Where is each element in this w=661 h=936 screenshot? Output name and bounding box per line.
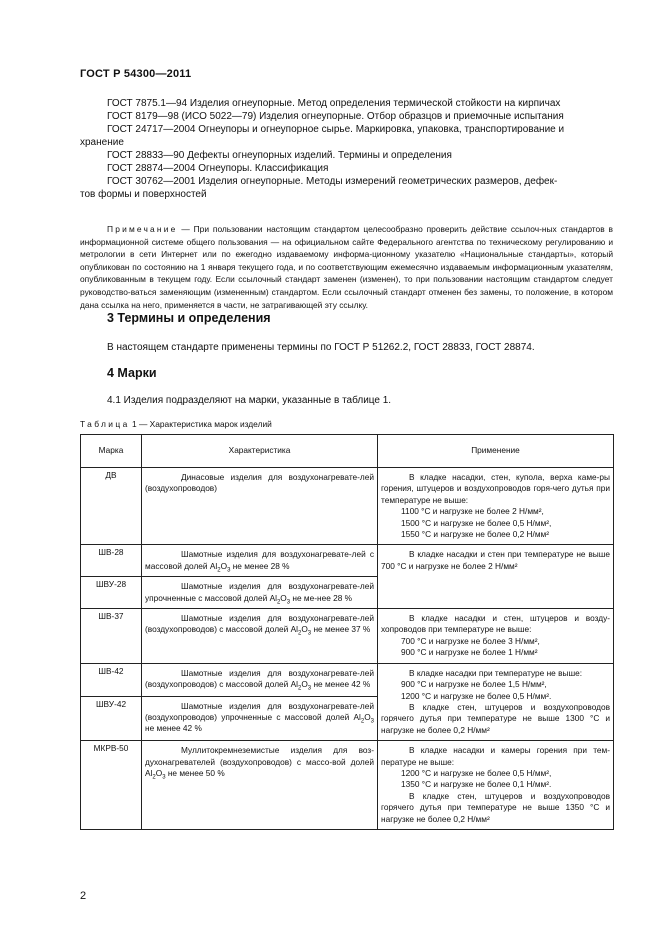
- mark-cell: ШВ-28: [81, 545, 142, 577]
- characteristic-cell: Муллитокремнеземистые изделия для воз-духонагревателей (воздухопроводов) с массо-вой долей $Al_2O_3$ не менее 50 %: [142, 741, 378, 830]
- mark-cell: ШВУ-28: [81, 577, 142, 609]
- mark-cell: МКРВ-50: [81, 741, 142, 830]
- characteristic-cell: Шамотные изделия для воздухонагревате-лей (воздухопроводов) с массовой долей $Al_2O_3$ не менее 37 %: [142, 609, 378, 664]
- application-cell: В кладке насадки и камеры горения при тем-пературе не выше: 1200 °С и нагрузке не более 0,5 Н/мм², 1350 °С и нагрузке не более 0,1 Н/мм². В кладке стен, штуцеров и воздухопроводов горячего дутья при температуре не выше 1350 °С и нагрузке не более 0,2 Н/мм²: [378, 741, 614, 830]
- note-block: [80, 223, 613, 311]
- application-cell: В кладке насадки и стен, штуцеров и возду-хопроводов при температуре не выше: 700 °С и нагрузке не более 3 Н/мм², 900 °С и нагрузке не более 1 Н/мм²: [378, 609, 614, 664]
- table-row: [81, 609, 614, 664]
- document-header: ГОСТ Р 54300—2011: [80, 68, 192, 80]
- column-header-mark: Марка: [81, 435, 142, 468]
- reference-item: ГОСТ 8179—98 (ИСО 5022—79) Изделия огнеупорные. Отбор образцов и приемочные испытания: [107, 111, 564, 122]
- table-row: [81, 741, 614, 830]
- section-3-title: 3 Термины и определения: [107, 311, 271, 325]
- characteristic-cell: Шамотные изделия для воздухонагревате-лей (воздухопроводов) упрочненные с массовой долей $Al_2O_3$ не менее 42 %: [142, 696, 378, 741]
- normative-references: [80, 97, 613, 201]
- column-header-application: Применение: [378, 435, 614, 468]
- mark-cell: ШВ-37: [81, 609, 142, 664]
- reference-item: ГОСТ 28833—90 Дефекты огнеупорных изделий. Термины и определения: [107, 150, 452, 161]
- table-row: [81, 545, 614, 577]
- characteristic-cell: Динасовые изделия для воздухонагревате-лей (воздухопроводов): [142, 468, 378, 545]
- table-header-row: [81, 435, 614, 468]
- reference-item-continuation: тов формы и поверхностей: [80, 189, 207, 200]
- application-cell: В кладке насадки и стен при температуре не выше 700 °С и нагрузке не более 2 Н/мм²: [378, 545, 614, 609]
- column-header-characteristic: Характеристика: [142, 435, 378, 468]
- note-text: — При пользовании настоящим стандартом целесообразно проверить действие ссылоч-ных стандартов в информационной системе общего пользования — на официальном сайте Федерального агентства по техническому регулированию и метрологии в сети Интернет или по ежегодно издаваемому информа-ционному указателю «Национальные стандарты», который опубликован по состоянию на 1 января текущего года, и по соответствующим ежемесячно издаваемым информационным указателям, опубликованным в текущем году. Если ссылочный стандарт заменен (изменен), то при пользовании настоящим стандартом следует руководство-ваться заменяющим (измененным) стандартом. Если ссылочный стандарт отменен без замены, то положение, в котором дана ссылка на него, применяется в части, не затрагивающей эту ссылку.: [80, 224, 614, 310]
- section-4-title: 4 Марки: [107, 366, 157, 380]
- characteristic-cell: Шамотные изделия для воздухонагревате-лей с массовой долей $Al_2O_3$ не менее 28 %: [142, 545, 378, 577]
- mark-cell: ШВУ-42: [81, 696, 142, 741]
- table-caption-label: Таблица: [80, 419, 130, 429]
- table-caption: [80, 419, 272, 429]
- table-caption-text: 1 — Характеристика марок изделий: [131, 419, 272, 429]
- note-label: Примечание: [107, 224, 178, 234]
- reference-item: ГОСТ 30762—2001 Изделия огнеупорные. Методы измерений геометрических размеров, дефек-: [107, 176, 558, 187]
- reference-item: ГОСТ 7875.1—94 Изделия огнеупорные. Метод определения термической стойкости на кирпичах: [107, 98, 561, 109]
- section-4-text: 4.1 Изделия подразделяют на марки, указанные в таблице 1.: [107, 395, 392, 406]
- reference-item: ГОСТ 24717—2004 Огнеупоры и огнеупорное сырье. Маркировка, упаковка, транспортирование и: [107, 124, 565, 135]
- application-cell: В кладке насадки при температуре не выше: 900 °С и нагрузке не более 1,5 Н/мм², 1200 °С и нагрузке не более 0,5 Н/мм². В кладке стен, штуцеров и воздухопроводов горячего дутья при температуре не выше 1300 °С и нагрузке не более 0,2 Н/мм²: [378, 663, 614, 740]
- section-3-text: В настоящем стандарте применены термины по ГОСТ Р 51262.2, ГОСТ 28833, ГОСТ 28874.: [107, 342, 535, 353]
- mark-cell: ШВ-42: [81, 663, 142, 696]
- reference-item-continuation: хранение: [80, 137, 124, 148]
- characteristic-cell: Шамотные изделия для воздухонагревате-лей (воздухопроводов) с массовой долей $Al_2O_3$ не менее 42 %: [142, 663, 378, 696]
- marks-table: [80, 434, 614, 830]
- page-number: 2: [80, 890, 87, 902]
- table-row: [81, 468, 614, 545]
- characteristic-cell: Шамотные изделия для воздухонагревате-лей упрочненные с массовой долей $Al_2O_3$ не ме-нее 28 %: [142, 577, 378, 609]
- table-row: [81, 663, 614, 696]
- reference-item: ГОСТ 28874—2004 Огнеупоры. Классификация: [107, 163, 329, 174]
- application-cell: В кладке насадки, стен, купола, верха каме-ры горения, штуцеров и воздухопроводов горя-чего дутья при температуре не выше: 1100 °С и нагрузке не более 2 Н/мм², 1500 °С и нагрузке не более 0,5 Н/мм², 1550 °С и нагрузке не более 0,2 Н/мм²: [378, 468, 614, 545]
- mark-cell: ДВ: [81, 468, 142, 545]
